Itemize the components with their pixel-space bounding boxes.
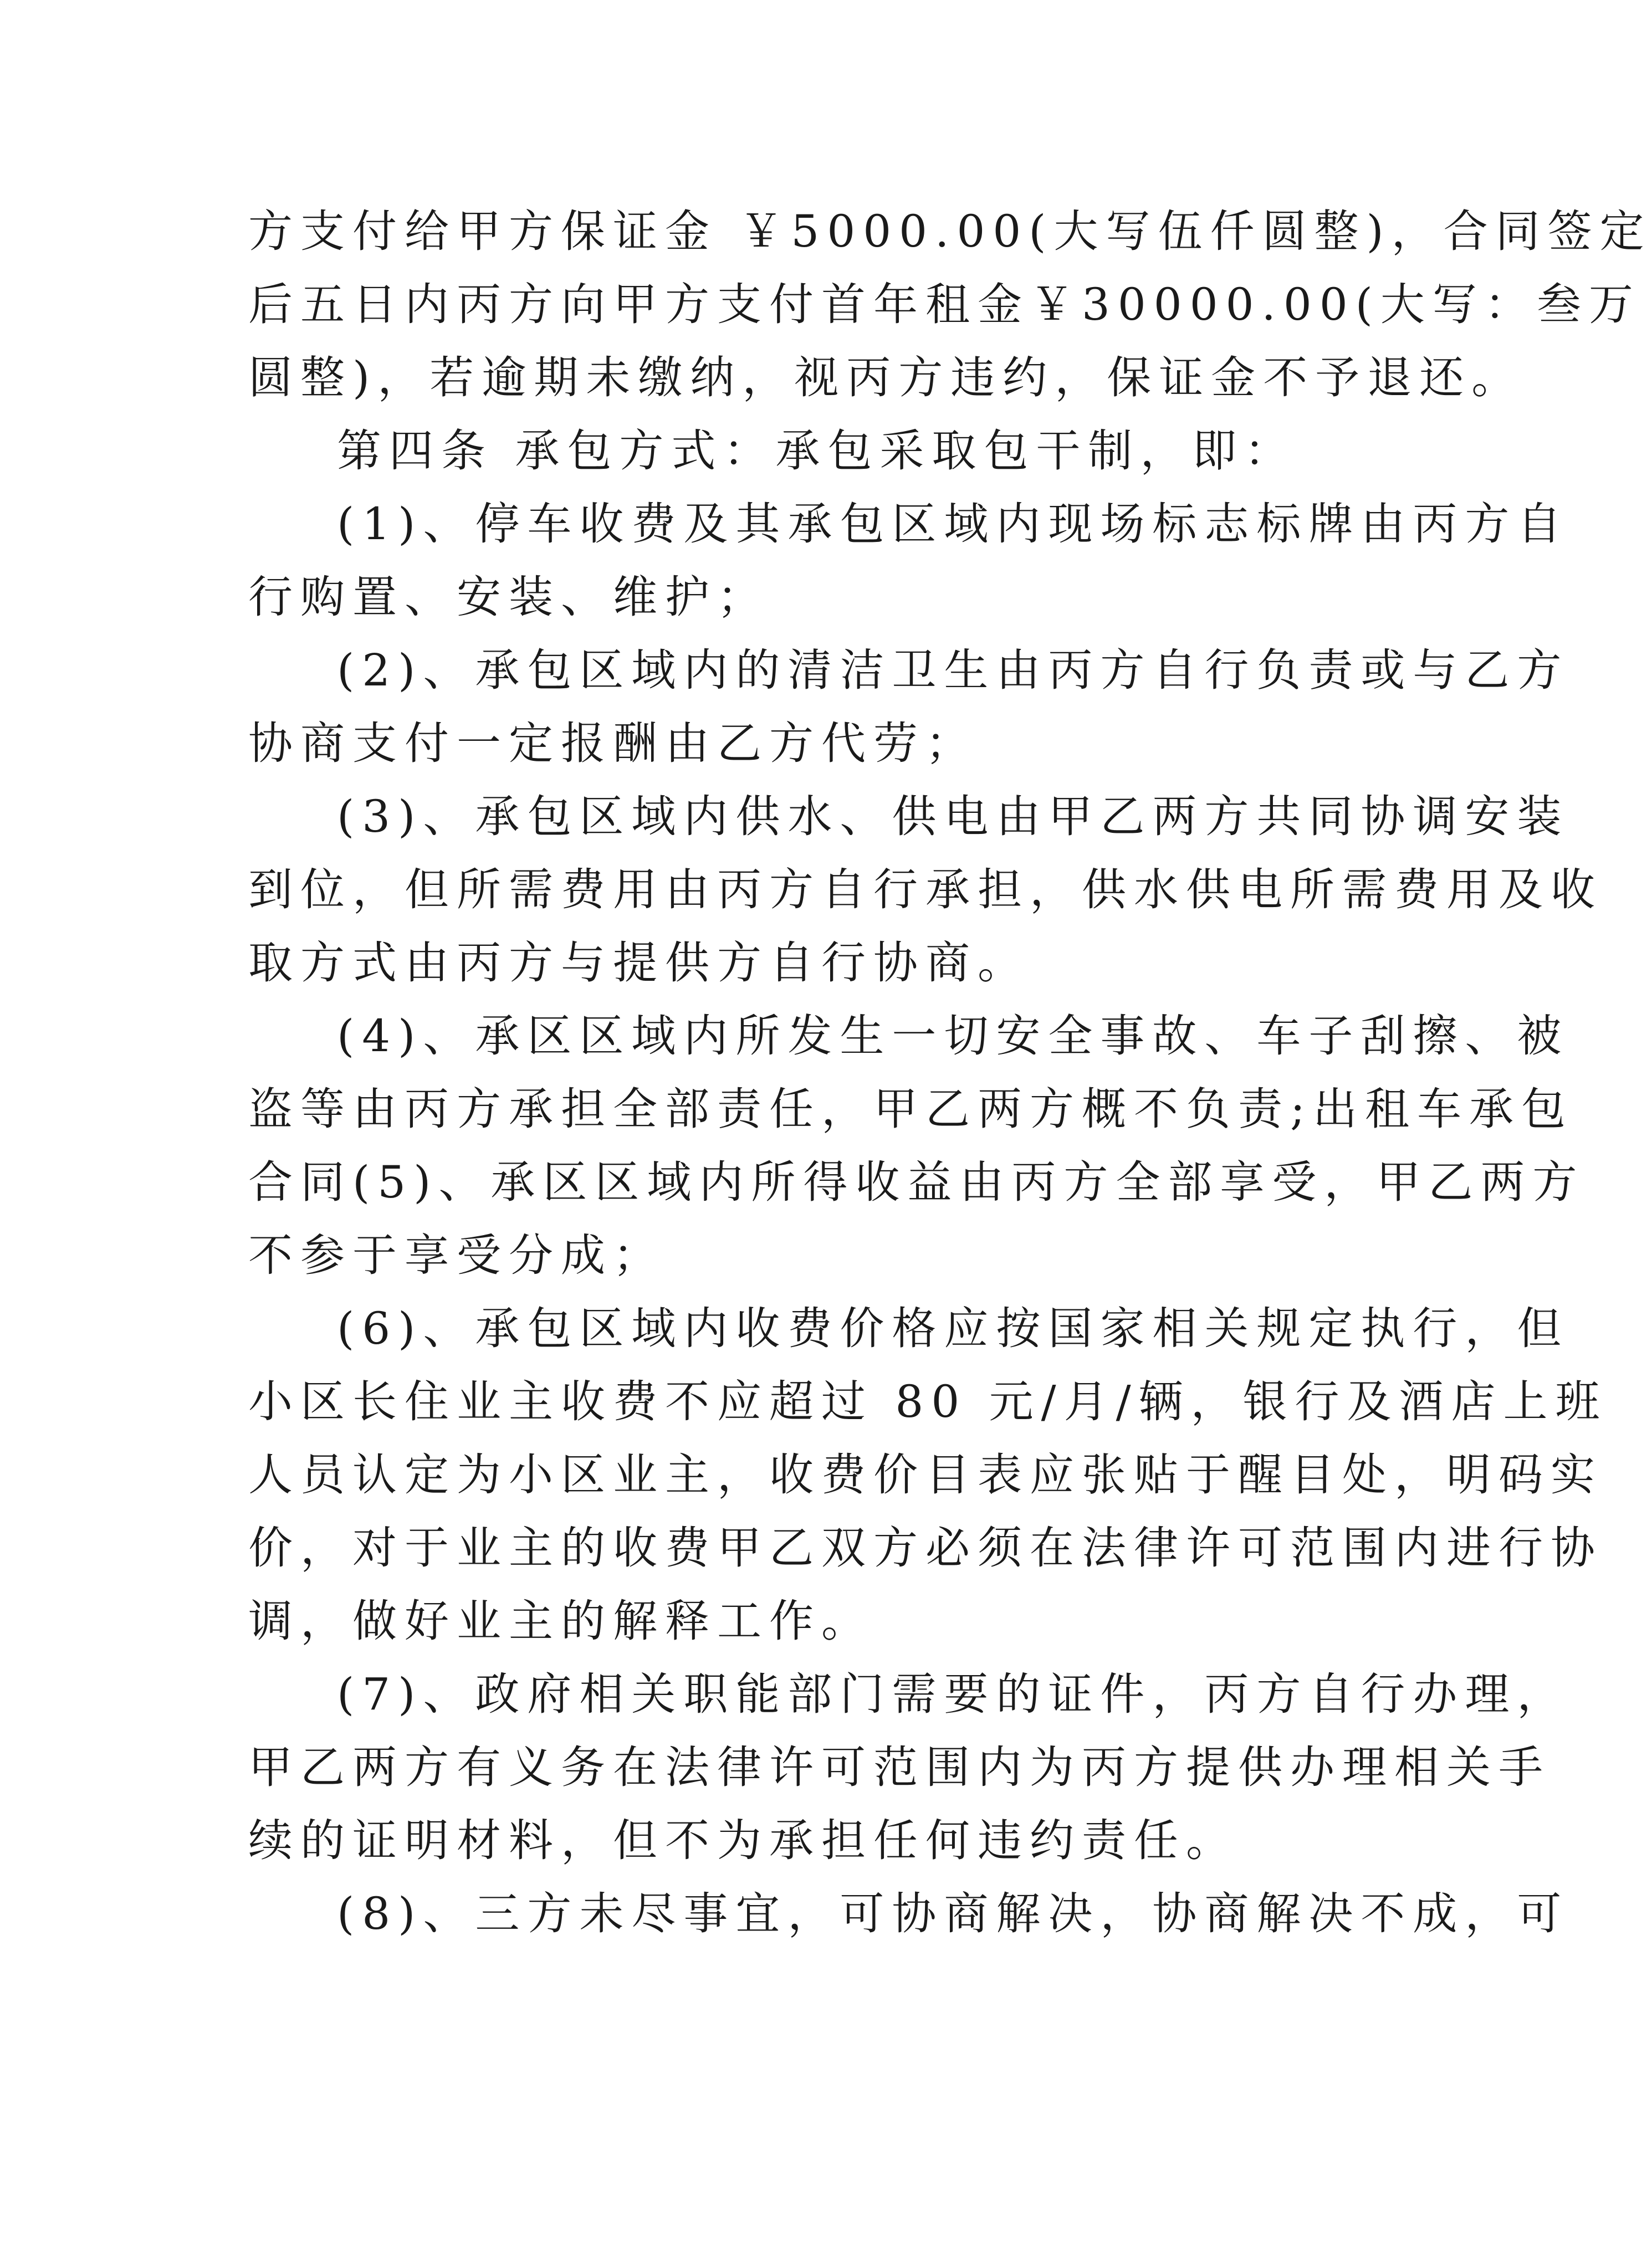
clause-7-line-2: 甲乙两方有义务在法律许可范围内为丙方提供办理相关手 bbox=[248, 1742, 1551, 1793]
clause-6-line-1: (6)、承包区域内收费价格应按国家相关规定执行，但 bbox=[337, 1303, 1569, 1354]
clause-8-line-1: (8)、三方未尽事宜，可协商解决，协商解决不成，可 bbox=[337, 1888, 1569, 1939]
clause-3-line-1: (3)、承包区域内供水、供电由甲乙两方共同协调安装 bbox=[337, 791, 1569, 842]
text-line-2: 后五日内丙方向甲方支付首年租金￥30000.00(大写：叁万 bbox=[248, 279, 1641, 330]
text-line-3: 圆整)，若逾期未缴纳，视丙方违约，保证金不予退还。 bbox=[248, 352, 1524, 403]
clause-7-line-3: 续的证明材料，但不为承担任何违约责任。 bbox=[248, 1815, 1238, 1866]
clause-6-line-5: 调，做好业主的解释工作。 bbox=[248, 1595, 873, 1647]
clause-3-line-2: 到位，但所需费用由丙方自行承担，供水供电所需费用及收 bbox=[248, 864, 1603, 915]
section-heading-article-4: 第四条 承包方式：承包采取包干制，即： bbox=[337, 425, 1297, 477]
clause-5-line-1: 合同(5)、承区区域内所得收益由丙方全部享受，甲乙两方 bbox=[248, 1156, 1585, 1208]
clause-1-line-2: 行购置、安装、维护； bbox=[248, 571, 769, 623]
clause-1-line-1: (1)、停车收费及其承包区域内现场标志标牌由丙方自 bbox=[337, 498, 1569, 550]
clause-7-line-1: (7)、政府相关职能部门需要的证件，丙方自行办理， bbox=[337, 1668, 1569, 1720]
clause-6-line-3: 人员认定为小区业主，收费价目表应张贴于醒目处，明码实 bbox=[248, 1449, 1603, 1501]
clause-3-line-3: 取方式由丙方与提供方自行协商。 bbox=[248, 937, 1030, 989]
document-body bbox=[248, 195, 1652, 1950]
clause-6-line-4: 价，对于业主的收费甲乙双方必须在法律许可范围内进行协 bbox=[248, 1522, 1603, 1574]
clause-5-line-2: 不参于享受分成； bbox=[248, 1230, 665, 1281]
clause-6-line-2: 小区长住业主收费不应超过 80 元/月/辆，银行及酒店上班 bbox=[248, 1376, 1608, 1427]
clause-4-line-2: 盗等由丙方承担全部责任，甲乙两方概不负责;出租车承包 bbox=[248, 1083, 1573, 1135]
clause-2-line-1: (2)、承包区域内的清洁卫生由丙方自行负责或与乙方 bbox=[337, 644, 1569, 696]
clause-4-line-1: (4)、承区区域内所发生一切安全事故、车子刮擦、被 bbox=[337, 1010, 1569, 1062]
clause-2-line-2: 协商支付一定报酬由乙方代劳； bbox=[248, 718, 978, 769]
text-line-1: 方支付给甲方保证金 ￥5000.00(大写伍仟圆整)，合同签定 bbox=[248, 206, 1652, 257]
